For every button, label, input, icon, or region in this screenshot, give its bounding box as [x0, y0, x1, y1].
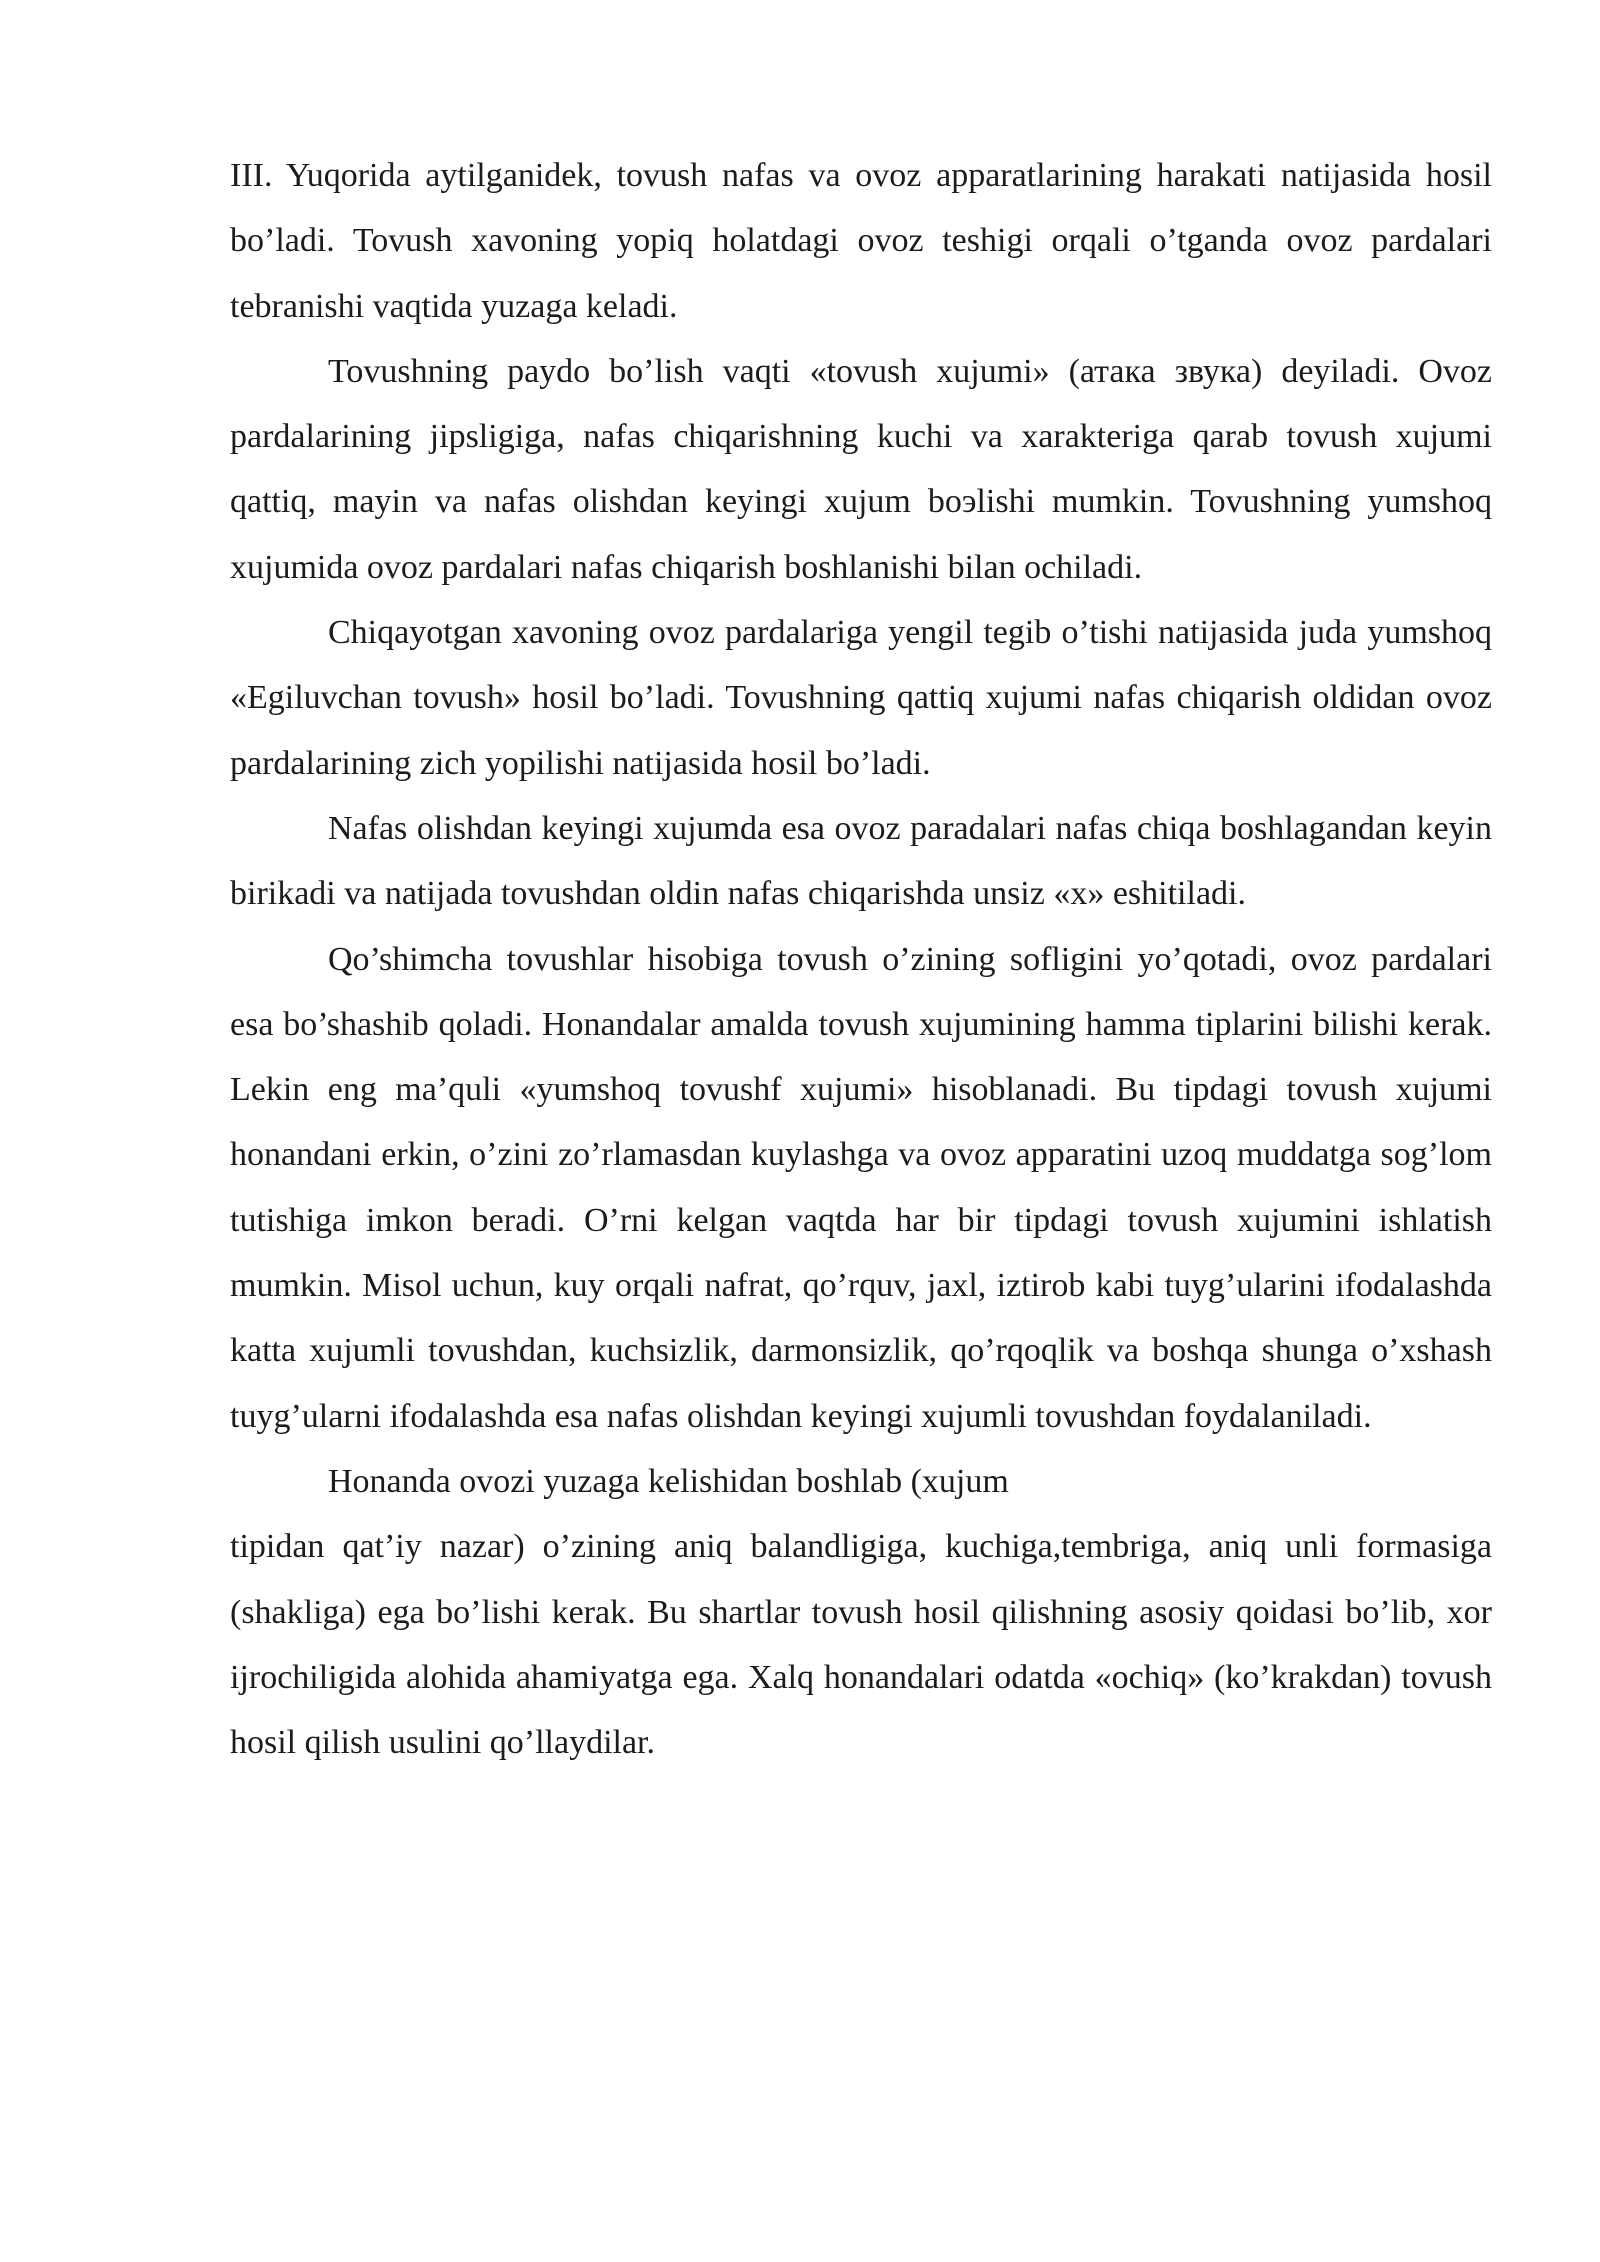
paragraph-2: Tovushning paydo bo’lish vaqti «tovush xujumi» (атака звука) deyiladi. Ovoz pardalarining jipsligiga, nafas chiqarishning kuchi va xarakteriga qarab tovush xujumi qattiq, mayin va nafas olishdan keyingi xujum boэlishi mumkin. Tovushning yumshoq xujumida ovoz pardalari nafas chiqarish boshlanishi bilan ochiladi.	[230, 352, 1492, 586]
paragraph-6: tipidan qat’iy nazar) o’zining aniq balandligiga, kuchiga,tembriga, aniq unli formasiga (shakliga) ega bo’lishi kerak. Bu shartlar tovush hosil qilishning asosiy qoidasi bo’lib, xor ijrochiligida alohida ahamiyatga ega. Xalq honandalari odatda «ochiq» (ko’krakdan) tovush hosil qilish usulini qo’llaydilar.	[230, 1528, 1492, 1762]
document-body	[230, 143, 1492, 1775]
paragraph-4: Nafas olishdan keyingi xujumda esa ovoz paradalari nafas chiqa boshlagandan keyin birikadi va natijada tovushdan oldin nafas chiqarishda unsiz «x» eshitiladi.	[230, 809, 1492, 913]
paragraph-5-tail: Honanda ovozi yuzaga kelishidan boshlab (xujum	[328, 1462, 1009, 1500]
paragraph-1: III. Yuqorida aytilganidek, tovush nafas va ovoz apparatlarining harakati natijasida hosil bo’ladi. Tovush xavoning yopiq holatdagi ovoz teshigi orqali o’tganda ovoz pardalari tebranishi vaqtida yuzaga keladi.	[230, 157, 1492, 325]
paragraph-3: Chiqayotgan xavoning ovoz pardalariga yengil tegib o’tishi natijasida juda yumshoq «Egiluvchan tovush» hosil bo’ladi. Tovushning qattiq xujumi nafas chiqarish oldidan ovoz pardalarining zich yopilishi natijasida hosil bo’ladi.	[230, 614, 1492, 782]
paragraph-5	[230, 927, 1492, 1515]
paragraph-5-body: Qo’shimcha tovushlar hisobiga tovush o’zining sofligini yo’qotadi, ovoz pardalari esa bo’shashib qoladi. Honandalar amalda tovush xujumining hamma tiplarini bilishi kerak. Lekin eng ma’quli «yumshoq tovushf xujumi» hisoblanadi. Bu tipdagi tovush xujumi honandani erkin, o’zini zo’rlamasdan kuylashga va ovoz apparatini uzoq muddatga sog’lom tutishiga imkon beradi. O’rni kelgan vaqtda har bir tipdagi tovush xujumini ishlatish mumkin. Misol uchun, kuy orqali nafrat, qo’rquv, jaxl, iztirob kabi tuyg’ularini ifodalashda katta xujumli tovushdan, kuchsizlik, darmonsizlik, qo’rqoqlik va boshqa shunga o’xshash tuyg’ularni ifodalashda esa nafas olishdan keyingi xujumli tovushdan foydalaniladi.	[230, 940, 1492, 1435]
